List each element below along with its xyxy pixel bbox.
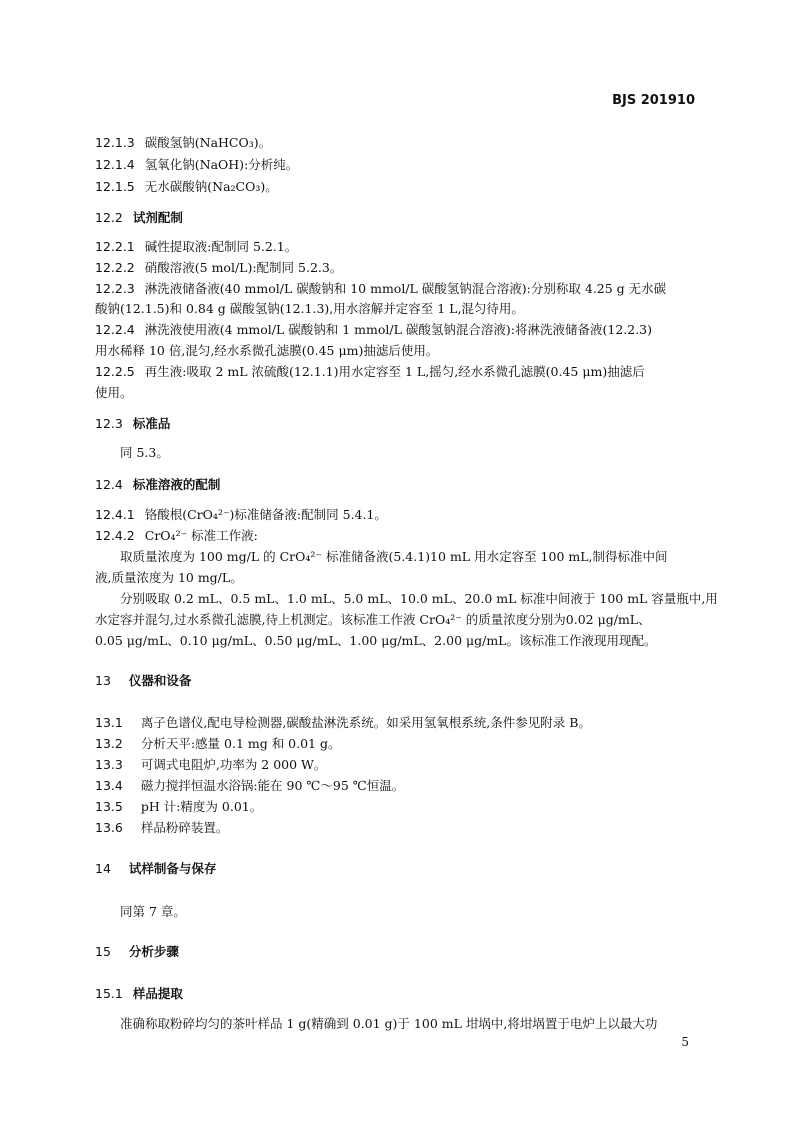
section-12-2-heading: 12.2 试剂配制 [95, 210, 183, 225]
paragraph-12-4-2-b: 分别吸取 0.2 mL、0.5 mL、1.0 mL、5.0 mL、10.0 mL、20.0 mL 标准中间液于 100 mL 容量瓶中,用 [120, 591, 718, 606]
clause-12-1-4: 12.1.4 氢氧化钠(NaOH):分析纯。 [95, 157, 299, 172]
section-12-3-heading: 12.3 标准品 [95, 416, 171, 431]
section-14-heading: 14 试样制备与保存 [95, 861, 217, 876]
page-number: 5 [681, 1035, 689, 1049]
section-13-heading: 13 仪器和设备 [95, 673, 192, 688]
clause-12-4-1: 12.4.1 铬酸根(CrO₄²⁻)标准储备液:配制同 5.4.1。 [95, 507, 387, 522]
clause-12-2-5: 12.2.5 再生液:吸取 2 mL 浓硫酸(12.1.1)用水定容至 1 L,摇匀,经水系微孔滤膜(0.45 μm)抽滤后 [95, 364, 645, 379]
clause-12-2-4: 12.2.4 淋洗液使用液(4 mmol/L 碳酸钠和 1 mmol/L 碳酸氢钠混合溶液):将淋洗液储备液(12.2.3) [95, 322, 652, 337]
clause-12-2-1: 12.2.1 碱性提取液:配制同 5.2.1。 [95, 239, 298, 254]
paragraph-15-1: 准确称取粉碎均匀的茶叶样品 1 g(精确到 0.01 g)于 100 mL 坩埚中,将坩埚置于电炉上以最大功 [120, 1016, 658, 1031]
clause-12-4-2: 12.4.2 CrO₄²⁻ 标准工作液: [95, 528, 258, 543]
clause-13-4: 13.4 磁力搅拌恒温水浴锅:能在 90 ℃～95 ℃恒温。 [95, 778, 405, 793]
paragraph-12-4-2-a-cont: 液,质量浓度为 10 mg/L。 [95, 570, 243, 585]
clause-13-3: 13.3 可调式电阻炉,功率为 2 000 W。 [95, 757, 327, 772]
clause-13-2: 13.2 分析天平:感量 0.1 mg 和 0.01 g。 [95, 736, 341, 751]
clause-12-2-3: 12.2.3 淋洗液储备液(40 mmol/L 碳酸钠和 10 mmol/L 碳酸氢钠混合溶液):分别称取 4.25 g 无水碳 [95, 281, 667, 296]
clause-13-5: 13.5 pH 计:精度为 0.01。 [95, 799, 263, 814]
clause-12-2-4-cont: 用水稀释 10 倍,混匀,经水系微孔滤膜(0.45 μm)抽滤后使用。 [95, 343, 439, 358]
clause-12-1-3: 12.1.3 碳酸氢钠(NaHCO₃)。 [95, 135, 272, 150]
clause-12-2-5-cont: 使用。 [95, 385, 133, 400]
clause-12-1-5: 12.1.5 无水碳酸钠(Na₂CO₃)。 [95, 179, 278, 194]
paragraph-12-3: 同 5.3。 [120, 445, 169, 460]
section-15-1-heading: 15.1 样品提取 [95, 986, 183, 1001]
paragraph-14: 同第 7 章。 [120, 904, 186, 919]
paragraph-12-4-2-a: 取质量浓度为 100 mg/L 的 CrO₄²⁻ 标准储备液(5.4.1)10 mL 用水定容至 100 mL,制得标准中间 [120, 549, 668, 564]
section-15-heading: 15 分析步骤 [95, 944, 179, 959]
paragraph-12-4-2-b-cont2: 0.05 μg/mL、0.10 μg/mL、0.50 μg/mL、1.00 μg/mL、2.00 μg/mL。该标准工作液现用现配。 [95, 633, 657, 648]
clause-13-6: 13.6 样品粉碎装置。 [95, 820, 229, 835]
clause-13-1: 13.1 离子色谱仪,配电导检测器,碳酸盐淋洗系统。如采用氢氧根系统,条件参见附录 B。 [95, 715, 591, 730]
document-code: BJS 201910 [612, 93, 695, 108]
paragraph-12-4-2-b-cont1: 水定容并混匀,过水系微孔滤膜,待上机测定。该标准工作液 CrO₄²⁻ 的质量浓度分别为0.02 μg/mL、 [95, 612, 651, 627]
clause-12-2-3-cont: 酸钠(12.1.5)和 0.84 g 碳酸氢钠(12.1.3),用水溶解并定容至 1 L,混匀待用。 [95, 301, 524, 316]
section-12-4-heading: 12.4 标准溶液的配制 [95, 477, 221, 492]
clause-12-2-2: 12.2.2 硝酸溶液(5 mol/L):配制同 5.2.3。 [95, 260, 343, 275]
